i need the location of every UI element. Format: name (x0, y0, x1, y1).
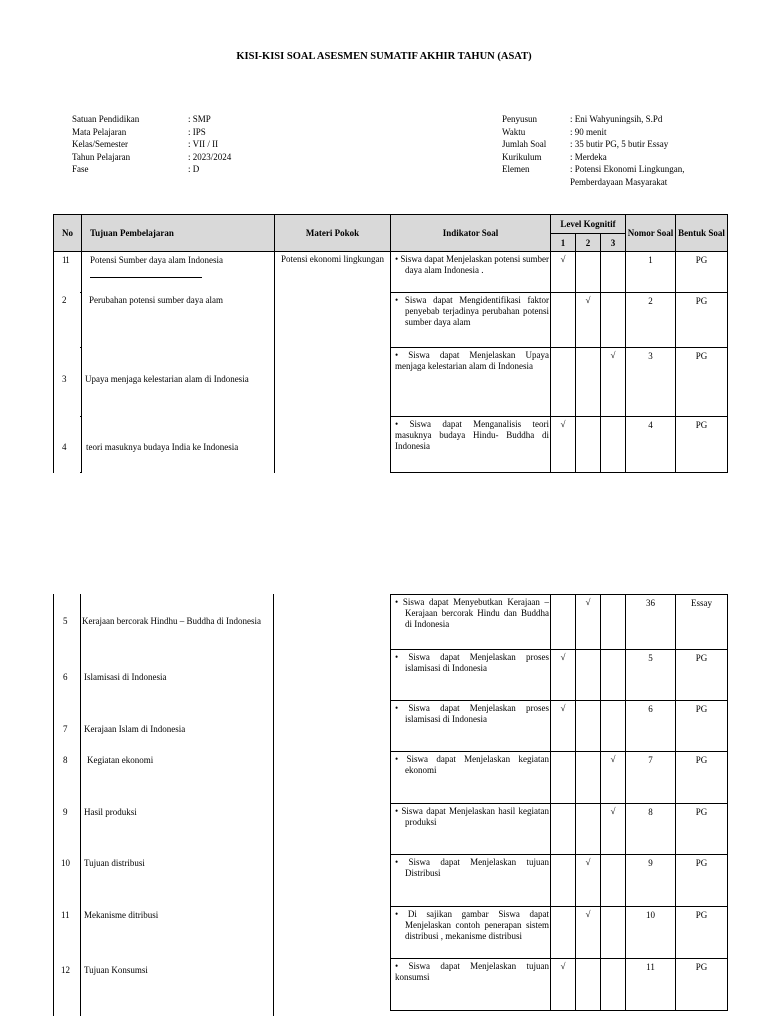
table-row (391, 752, 728, 804)
info-row (502, 113, 720, 126)
info-value: : Potensi Ekonomi Lingkungan, Pemberdayaan Masyarakat (570, 164, 685, 187)
header-nomor-soal: Nomor Soal (626, 215, 676, 252)
info-label: Penyusun (502, 114, 538, 124)
indikator-cell (391, 293, 551, 348)
level-3-cell (601, 959, 626, 1011)
indikator-text: • Siswa dapat Menganalisis teori masuknya budaya Hindu- Buddha di Indonesia (395, 419, 549, 451)
level-3-cell (601, 417, 626, 473)
level-1-cell (551, 595, 576, 650)
indikator-cell (391, 595, 551, 650)
info-value: : VII / II (188, 139, 219, 149)
rule (80, 594, 81, 1016)
info-label: Kurikulum (502, 151, 542, 162)
level-3-cell: √ (601, 348, 626, 417)
info-row (72, 138, 231, 151)
bentuk-soal-cell: PG (676, 701, 728, 752)
row-no: 7 (63, 724, 68, 734)
nomor-soal-cell: 4 (626, 417, 676, 473)
row-no: 1 (62, 255, 67, 265)
indikator-cell (391, 348, 551, 417)
level-2-cell: √ (576, 293, 601, 348)
bentuk-soal-cell: PG (676, 959, 728, 1011)
level-1-cell (551, 855, 576, 907)
header-bentuk-soal: Bentuk Soal (676, 215, 728, 252)
info-row (72, 126, 231, 139)
tujuan-cell (82, 252, 275, 473)
info-row (502, 151, 720, 164)
indikator-text: • Siswa dapat Menjelaskan tujuan Distribusi (395, 857, 549, 878)
header-level-1: 1 (551, 234, 576, 252)
bentuk-soal-cell: Essay (676, 595, 728, 650)
info-label: Fase (72, 164, 89, 174)
nomor-soal-cell: 10 (626, 907, 676, 959)
tujuan-text: Kerajaan Islam di Indonesia (84, 724, 186, 734)
level-2-cell (576, 417, 601, 473)
indikator-cell (391, 752, 551, 804)
row-no: 10 (61, 858, 70, 868)
header-no: No (54, 215, 82, 252)
level-3-cell: √ (601, 752, 626, 804)
row-no: 3 (62, 374, 67, 384)
nomor-soal-cell: 1 (626, 252, 676, 293)
info-row (72, 151, 231, 164)
header-level-3: 3 (601, 234, 626, 252)
level-2-cell: √ (576, 907, 601, 959)
table-row (391, 650, 728, 701)
level-3-cell (601, 595, 626, 650)
level-2-cell (576, 701, 601, 752)
level-1-cell (551, 804, 576, 855)
nomor-soal-cell: 11 (626, 959, 676, 1011)
info-label: Jumlah Soal (502, 139, 547, 149)
level-2-cell: √ (576, 595, 601, 650)
level-3-cell (601, 650, 626, 701)
bentuk-soal-cell: PG (676, 252, 728, 293)
bentuk-soal-cell: PG (676, 804, 728, 855)
indikator-cell (391, 959, 551, 1011)
nomor-soal-cell: 2 (626, 293, 676, 348)
info-label: Elemen (502, 164, 530, 174)
indikator-text: • Siswa dapat Menyebutkan Kerajaan – Kerajaan bercorak Hindu dan Buddha di Indonesia (395, 597, 549, 629)
document-title: KISI-KISI SOAL ASESMEN SUMATIF AKHIR TAHUN (ASAT) (236, 51, 532, 62)
indikator-cell (391, 701, 551, 752)
level-3-cell (601, 907, 626, 959)
indikator-text: • Siswa dapat Menjelaskan Upaya menjaga kelestarian alam di Indonesia (395, 350, 549, 371)
no-column-mask (54, 292, 80, 474)
level-2-cell (576, 804, 601, 855)
level-1-cell (551, 752, 576, 804)
info-value: : IPS (188, 126, 206, 137)
indikator-text: • Siswa dapat Menjelaskan potensi sumber daya alam Indonesia . (395, 254, 549, 275)
info-row (502, 138, 720, 151)
level-2-cell (576, 959, 601, 1011)
row-no: 9 (63, 807, 68, 817)
kisi-table-page1 (53, 214, 728, 473)
row-no: 8 (63, 755, 68, 765)
underline (90, 277, 202, 278)
level-1-cell: √ (551, 959, 576, 1011)
info-value: : 90 menit (570, 126, 607, 137)
indikator-cell (391, 417, 551, 473)
info-value: : 35 butir PG, 5 butir Essay (570, 139, 669, 149)
header-level-kognitif: Level Kognitif (551, 215, 626, 234)
tujuan-text: teori masuknya budaya India ke Indonesia (86, 442, 239, 452)
row-no: 1 (54, 252, 82, 293)
level-1-cell (551, 293, 576, 348)
level-2-cell (576, 348, 601, 417)
table-row (391, 595, 728, 650)
header-materi: Materi Pokok (275, 215, 391, 252)
info-label: Kelas/Semester (72, 139, 128, 149)
info-value: : D (188, 164, 200, 174)
level-3-cell (601, 855, 626, 907)
level-1-cell: √ (551, 417, 576, 473)
bentuk-soal-cell: PG (676, 293, 728, 348)
nomor-soal-cell: 6 (626, 701, 676, 752)
tujuan-text: Perubahan potensi sumber daya alam (89, 295, 223, 305)
indikator-text: • Siswa dapat Menjelaskan hasil kegiatan produksi (395, 806, 549, 827)
indikator-cell (391, 252, 551, 293)
bentuk-soal-cell: PG (676, 348, 728, 417)
bentuk-soal-cell: PG (676, 907, 728, 959)
nomor-soal-cell: 5 (626, 650, 676, 701)
level-1-cell (551, 348, 576, 417)
nomor-soal-cell: 7 (626, 752, 676, 804)
level-1-cell: √ (551, 650, 576, 701)
row-no: 5 (63, 616, 68, 626)
header-tujuan: Tujuan Pembelajaran (82, 215, 275, 252)
tujuan-text: Kegiatan ekonomi (87, 755, 154, 765)
tujuan-text: Potensi Sumber daya alam Indonesia (90, 255, 223, 265)
level-2-cell: √ (576, 855, 601, 907)
tujuan-text: Tujuan Konsumsi (84, 965, 148, 975)
bentuk-soal-cell: PG (676, 752, 728, 804)
level-3-cell (601, 252, 626, 293)
indikator-text: • Siswa dapat Menjelaskan proses islamisasi di Indonesia (395, 703, 549, 724)
indikator-cell (391, 804, 551, 855)
indikator-cell (391, 855, 551, 907)
indikator-text: • Siswa dapat Mengidentifikasi faktor penyebab terjadinya perubahan potensi sumber daya alam (395, 295, 549, 327)
tujuan-text: Tujuan distribusi (84, 858, 145, 868)
indikator-text: • Di sajikan gambar Siswa dapat Menjelaskan contoh penerapan sistem distribusi , mekanisme distribusi (395, 909, 549, 941)
tujuan-text: Islamisasi di Indonesia (84, 672, 167, 682)
nomor-soal-cell: 8 (626, 804, 676, 855)
indikator-cell (391, 907, 551, 959)
info-label: Satuan Pendidikan (72, 114, 140, 124)
level-3-cell (601, 701, 626, 752)
row-no: 6 (63, 672, 68, 682)
row-no: 2 (62, 295, 67, 305)
indikator-text: • Siswa dapat Menjelaskan tujuan konsumsi (395, 961, 549, 982)
row-no: 11 (61, 910, 70, 920)
table-row (391, 855, 728, 907)
info-value: : Eni Wahyuningsih, S.Pd (570, 114, 663, 124)
tujuan-text: Hasil produksi (84, 807, 137, 817)
info-value: : SMP (188, 114, 211, 124)
rule (53, 594, 54, 1016)
info-label: Waktu (502, 126, 526, 137)
level-1-cell: √ (551, 252, 576, 293)
table-row (391, 804, 728, 855)
info-row (502, 163, 720, 188)
bentuk-soal-cell: PG (676, 650, 728, 701)
tujuan-text: Kerajaan bercorak Hindhu – Buddha di Indonesia (82, 616, 261, 626)
rule (273, 594, 274, 1016)
bentuk-soal-cell: PG (676, 855, 728, 907)
row-no: 12 (61, 965, 70, 975)
level-2-cell (576, 752, 601, 804)
bentuk-soal-cell: PG (676, 417, 728, 473)
nomor-soal-cell: 3 (626, 348, 676, 417)
level-2-cell (576, 252, 601, 293)
nomor-soal-cell: 36 (626, 595, 676, 650)
indikator-text: • Siswa dapat Menjelaskan proses islamisasi di Indonesia (395, 652, 549, 673)
table-row (391, 959, 728, 1011)
indikator-text: • Siswa dapat Menjelaskan kegiatan ekonomi (395, 754, 549, 775)
info-label: Tahun Pelajaran (72, 151, 131, 162)
header-indikator: Indikator Soal (391, 215, 551, 252)
info-row (72, 163, 231, 176)
tujuan-text: Mekanisme ditribusi (84, 910, 159, 920)
level-3-cell (601, 293, 626, 348)
indikator-cell (391, 650, 551, 701)
info-value: : 2023/2024 (188, 151, 232, 162)
materi-pokok: Potensi ekonomi lingkungan (275, 252, 391, 473)
row-no: 4 (62, 442, 67, 452)
info-value: : Merdeka (570, 151, 607, 162)
level-3-cell: √ (601, 804, 626, 855)
table-row (391, 701, 728, 752)
level-1-cell (551, 907, 576, 959)
table-row (391, 907, 728, 959)
level-2-cell (576, 650, 601, 701)
tujuan-text: Upaya menjaga kelestarian alam di Indonesia (85, 374, 249, 384)
kisi-table-page2 (390, 594, 728, 1011)
info-label: Mata Pelajaran (72, 126, 127, 137)
header-level-2: 2 (576, 234, 601, 252)
level-1-cell: √ (551, 701, 576, 752)
nomor-soal-cell: 9 (626, 855, 676, 907)
info-right (502, 113, 720, 188)
info-row (502, 126, 720, 139)
info-left (72, 113, 231, 176)
info-row (72, 113, 231, 126)
